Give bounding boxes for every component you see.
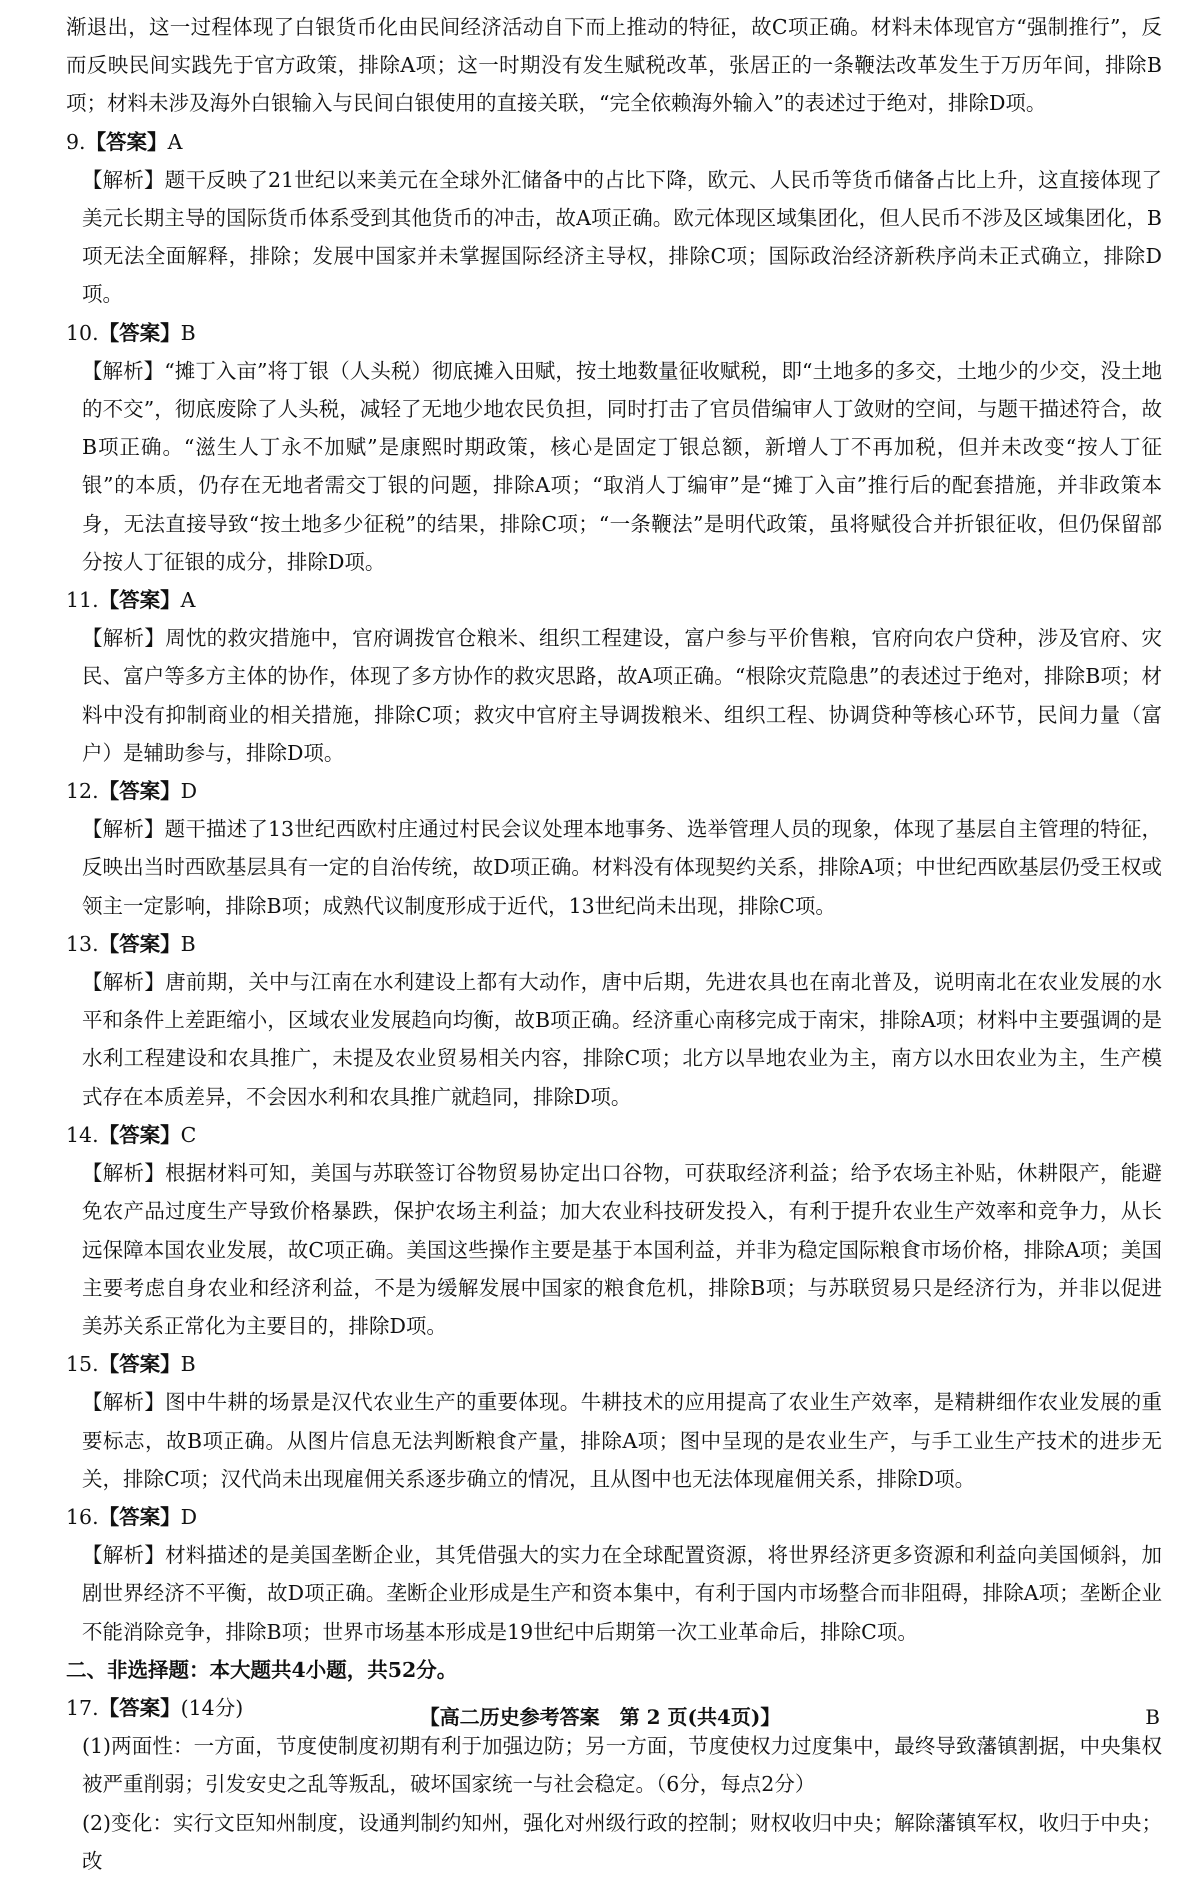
- question-number: 16.: [66, 1504, 99, 1529]
- answer-tag: 【答案】: [98, 588, 181, 613]
- question-number: 12.: [66, 779, 99, 804]
- answer-heading-9: [66, 123, 1162, 161]
- answer-17-part-1: (1)两面性：一方面，节度使制度初期有利于加强边防；另一方面，节度使权力过度集中，最终导致藩镇割据，中央集权被严重削弱；引发安史之乱等叛乱，破坏国家统一与社会稳定。（6分，每点2分）: [82, 1734, 1162, 1797]
- answer-heading-13: [66, 925, 1162, 963]
- answer-tag: 【答案】: [98, 320, 181, 345]
- answer-tag: 【答案】: [98, 1695, 181, 1720]
- answer-heading-14: [66, 1116, 1162, 1154]
- answer-tag: 【答案】: [98, 931, 181, 956]
- answer-value: A: [180, 588, 196, 613]
- section-heading-non-choice: 二、非选择题：本大题共4小题，共52分。: [66, 1657, 458, 1682]
- answer-heading-16: [66, 1498, 1162, 1536]
- answer-tag: 【答案】: [98, 1122, 181, 1147]
- analysis-11: 【解析】周忱的救灾措施中，官府调拨官仓粮米、组织工程建设，富户参与平价售粮，官府向农户贷种，涉及官府、灾民、富户等多方主体的协作，体现了多方协作的救灾思路，故A项正确。“根除灾荒隐患”的表述过于绝对，排除B项；材料中没有抑制商业的相关措施，排除C项；救灾中官府主导调拨粮米、组织工程、协调贷种等核心环节，民间力量（富户）是辅助参与，排除D项。: [82, 626, 1162, 765]
- footer-page-info: 【高二历史参考答案 第 2 页(共4页)】: [419, 1705, 781, 1729]
- answer-value: B: [180, 931, 196, 956]
- answer-heading-11: [66, 581, 1162, 619]
- question-number: 9.: [66, 129, 86, 154]
- question-number: 10.: [66, 320, 99, 345]
- continued-analysis-8: 渐退出，这一过程体现了白银货币化由民间经济活动自下而上推动的特征，故C项正确。材料未体现官方“强制推行”，反而反映民间实践先于官方政策，排除A项；这一时期没有发生赋税改革，张居正的一条鞭法改革发生于万历年间，排除B项；材料未涉及海外白银输入与民间白银使用的直接关联，“完全依赖海外输入”的表述过于绝对，排除D项。: [66, 15, 1162, 116]
- answer-value: A: [167, 129, 183, 154]
- analysis-14: 【解析】根据材料可知，美国与苏联签订谷物贸易协定出口谷物，可获取经济利益；给予农场主补贴，休耕限产，能避免农产品过度生产导致价格暴跌，保护农场主利益；加大农业科技研发投入，有利于提升农业生产效率和竞争力，从长远保障本国农业发展，故C项正确。美国这些操作主要是基于本国利益，并非为稳定国际粮食市场价格，排除A项；美国主要考虑自身农业和经济利益，不是为缓解发展中国家的粮食危机，排除B项；与苏联贸易只是经济行为，并非以促进美苏关系正常化为主要目的，排除D项。: [82, 1161, 1162, 1338]
- page-footer: [0, 1700, 1200, 1734]
- question-number: 13.: [66, 931, 99, 956]
- answer-tag: 【答案】: [85, 129, 168, 154]
- answer-value: B: [180, 320, 196, 345]
- analysis-9: 【解析】题干反映了21世纪以来美元在全球外汇储备中的占比下降，欧元、人民币等货币储备占比上升，这直接体现了美元长期主导的国际货币体系受到其他货币的冲击，故A项正确。欧元体现区域集团化，但人民币不涉及区域集团化，B项无法全面解释，排除；发展中国家并未掌握国际经济主导权，排除C项；国际政治经济新秩序尚未正式确立，排除D项。: [82, 167, 1162, 307]
- question-number: 15.: [66, 1352, 99, 1377]
- answer-heading-12: [66, 772, 1162, 810]
- answer-value: B: [180, 1352, 196, 1377]
- question-number: 11.: [66, 588, 99, 613]
- answer-value: C: [180, 1122, 197, 1147]
- answer-value: (14分): [180, 1695, 244, 1720]
- answer-value: D: [180, 1504, 198, 1529]
- answer-heading-10: [66, 314, 1162, 352]
- analysis-12: 【解析】题干描述了13世纪西欧村庄通过村民会议处理本地事务、选举管理人员的现象，体现了基层自主管理的特征，反映出当时西欧基层具有一定的自治传统，故D项正确。材料没有体现契约关系，排除A项；中世纪西欧基层仍受王权或领主一定影响，排除B项；成熟代议制度形成于近代，13世纪尚未出现，排除C项。: [82, 817, 1162, 918]
- answer-content: [66, 8, 1162, 1880]
- analysis-13: 【解析】唐前期，关中与江南在水利建设上都有大动作，唐中后期，先进农具也在南北普及，说明南北在农业发展的水平和条件上差距缩小，区域农业发展趋向均衡，故B项正确。经济重心南移完成于南宋，排除A项；材料中主要强调的是水利工程建设和农具推广，未提及农业贸易相关内容，排除C项；北方以旱地农业为主，南方以水田农业为主，生产模式存在本质差异，不会因水利和农具推广就趋同，排除D项。: [82, 970, 1162, 1109]
- answer-tag: 【答案】: [98, 1352, 181, 1377]
- question-number: 14.: [66, 1122, 99, 1147]
- answer-value: D: [180, 779, 198, 804]
- answer-tag: 【答案】: [98, 779, 181, 804]
- footer-version-label: B: [1145, 1705, 1160, 1729]
- analysis-15: 【解析】图中牛耕的场景是汉代农业生产的重要体现。牛耕技术的应用提高了农业生产效率，是精耕细作农业发展的重要标志，故B项正确。从图片信息无法判断粮食产量，排除A项；图中呈现的是农业生产，与手工业生产技术的进步无关，排除C项；汉代尚未出现雇佣关系逐步确立的情况，且从图中也无法体现雇佣关系，排除D项。: [82, 1390, 1162, 1491]
- answer-heading-15: [66, 1345, 1162, 1383]
- analysis-10: 【解析】“摊丁入亩”将丁银（人头税）彻底摊入田赋，按土地数量征收赋税，即“土地多的多交，土地少的少交，没土地的不交”，彻底废除了人头税，减轻了无地少地农民负担，同时打击了官员借编审人丁敛财的空间，与题干描述符合，故B项正确。“滋生人丁永不加赋”是康熙时期政策，核心是固定丁银总额，新增人丁不再加税，但并未改变“按人丁征银”的本质，仍存在无地者需交丁银的问题，排除A项；“取消人丁编审”是“摊丁入亩”推行后的配套措施，并非政策本身，无法直接导致“按土地多少征税”的结果，排除C项；“一条鞭法”是明代政策，虽将赋役合并折银征收，但仍保留部分按人丁征银的成分，排除D项。: [82, 358, 1162, 574]
- answer-17-part-2: (2)变化：实行文臣知州制度，设通判制约知州，强化对州级行政的控制；财权收归中央；解除藩镇军权，收归于中央；改: [82, 1810, 1162, 1873]
- answer-tag: 【答案】: [98, 1504, 181, 1529]
- question-number: 17.: [66, 1695, 99, 1720]
- analysis-16: 【解析】材料描述的是美国垄断企业，其凭借强大的实力在全球配置资源，将世界经济更多资源和利益向美国倾斜，加剧世界经济不平衡，故D项正确。垄断企业形成是生产和资本集中，有利于国内市场整合而非阻碍，排除A项；垄断企业不能消除竞争，排除B项；世界市场基本形成是19世纪中后期第一次工业革命后，排除C项。: [82, 1543, 1162, 1644]
